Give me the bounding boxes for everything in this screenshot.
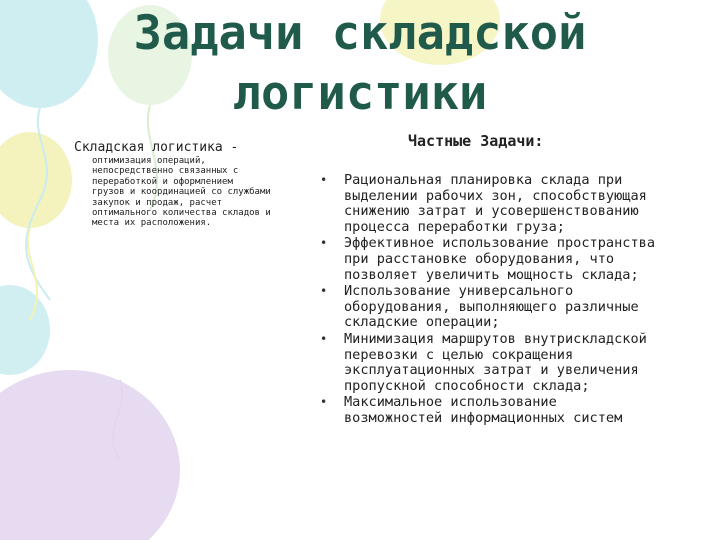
bullet-icon: • xyxy=(320,284,328,299)
slide-title-line-2: логистики xyxy=(232,66,488,121)
item-line: пропускной способности склада; xyxy=(344,377,590,394)
list-item xyxy=(320,173,712,235)
left-heading: Складская логистика - xyxy=(74,140,239,155)
item-line: Максимальное использование xyxy=(344,394,557,411)
bullet-icon: • xyxy=(320,331,328,346)
item-line: процесса переработки груза; xyxy=(344,218,565,235)
item-line: складские операции; xyxy=(344,314,500,331)
item-line: выделении рабочих зон, способствующая xyxy=(344,187,647,204)
right-heading: Частные Задачи: xyxy=(408,132,544,150)
item-line: позволяет увеличить мощность склада; xyxy=(344,266,639,283)
list-item xyxy=(320,284,712,331)
balloon-lilac-bottom xyxy=(0,370,180,540)
slide-title xyxy=(60,4,660,124)
item-line: возможностей информационных систем xyxy=(344,409,623,426)
left-line: грузов и координацией со службами xyxy=(92,187,271,198)
left-line: оптимизация операций, xyxy=(92,156,206,166)
bullet-icon: • xyxy=(320,236,328,251)
item-line: Эффективное использование пространства xyxy=(344,235,655,252)
tasks-list xyxy=(320,173,712,428)
left-line: непосредственно связанных с xyxy=(92,166,239,177)
item-line: при расстановке оборудования, что xyxy=(344,250,615,267)
left-line: закупок и продаж, расчет xyxy=(92,197,223,208)
item-line: снижению затрат и усовершенствованию xyxy=(344,203,639,220)
balloon-cyan-bottom xyxy=(0,285,50,375)
balloon-yellow-left xyxy=(0,132,72,228)
left-line: переработкой и оформлением xyxy=(92,176,233,187)
bullet-icon: • xyxy=(320,173,328,187)
item-line: оборудования, выполняющего различные xyxy=(344,298,639,315)
item-line: перевозки с целью сокращения xyxy=(344,346,574,363)
item-line: эксплуатационных затрат и увеличения xyxy=(344,362,639,379)
left-definition xyxy=(92,156,310,229)
item-line: Использование универсального xyxy=(344,283,574,300)
item-line: Минимизация маршрутов внутрискладской xyxy=(344,330,647,347)
left-line: оптимального количества складов и xyxy=(92,208,271,219)
left-line: места их расположения. xyxy=(92,218,212,229)
slide-title-line-1: Задачи складской xyxy=(133,6,587,61)
list-item xyxy=(320,395,712,426)
list-item xyxy=(320,332,712,394)
bullet-icon: • xyxy=(320,395,328,410)
list-item xyxy=(320,236,712,283)
item-line: Рациональная планировка склада при xyxy=(344,172,623,188)
